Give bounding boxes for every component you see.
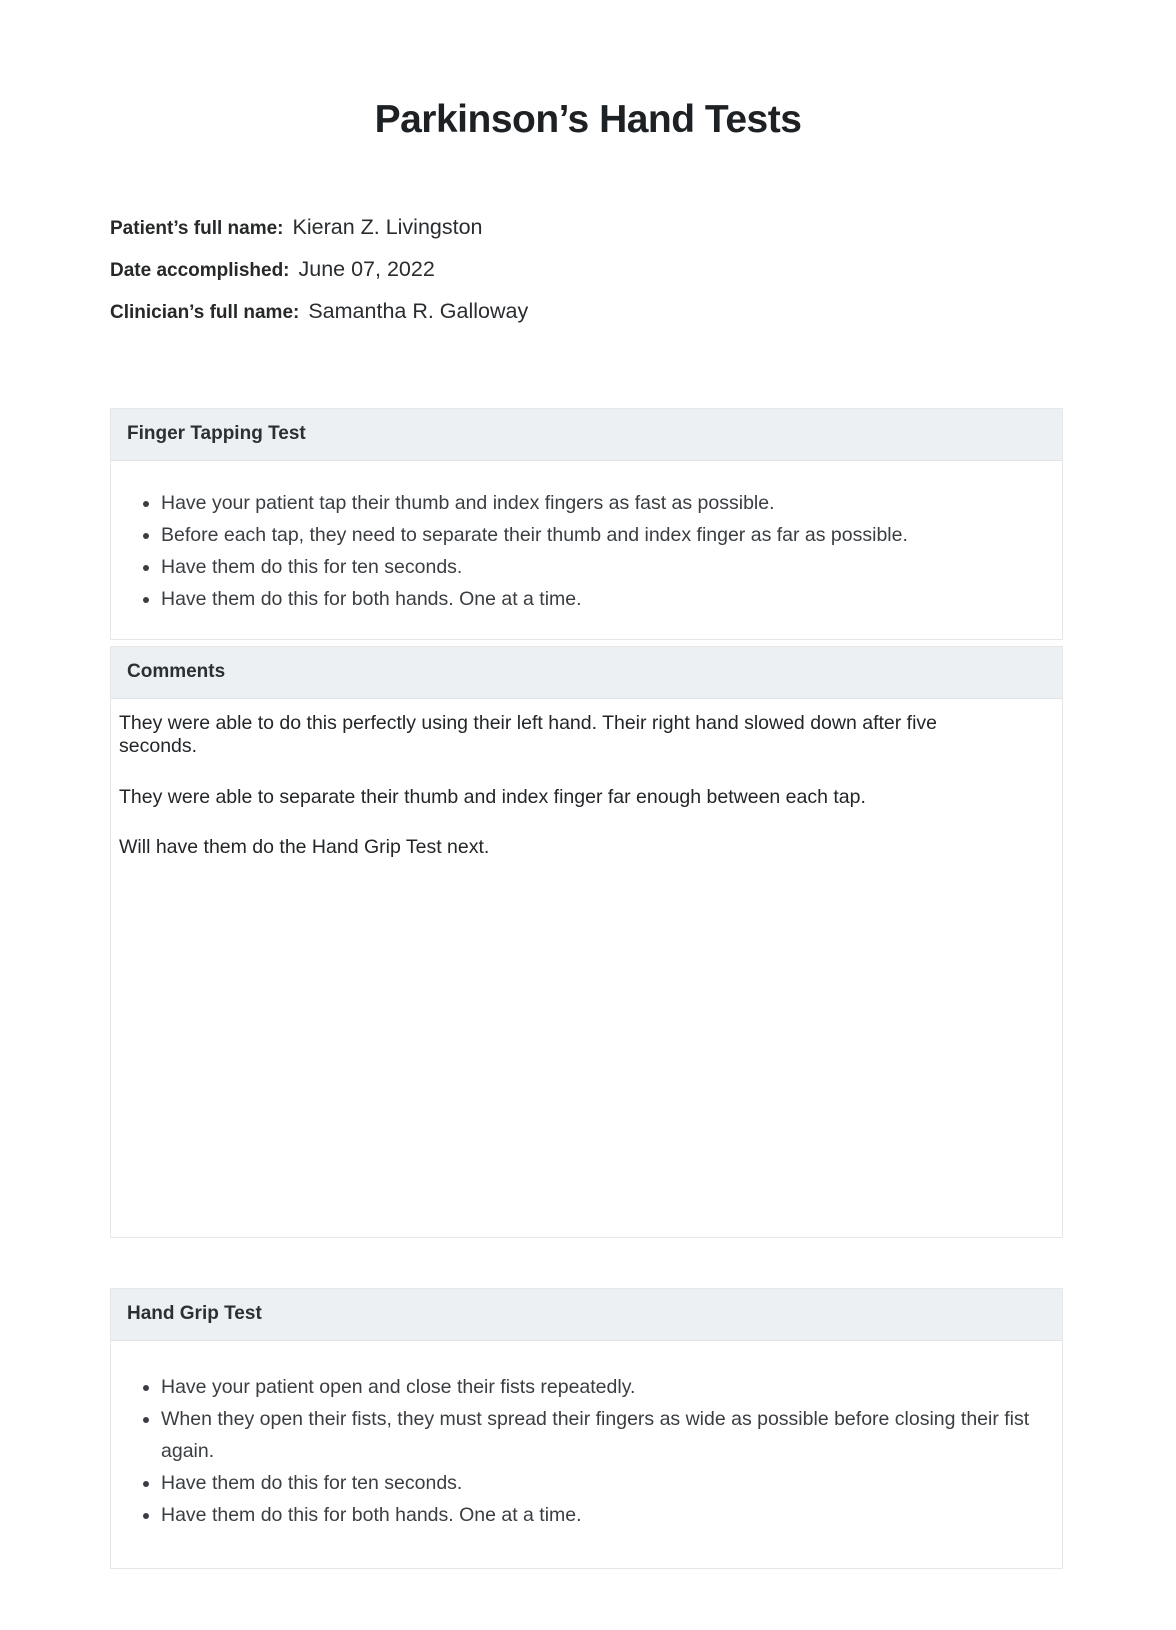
instruction-item: • Have them do this for both hands. One at a time. [161,583,1042,615]
date-accomplished-value[interactable]: June 07, 2022 [298,256,435,281]
comments-section-header [111,647,1062,699]
comment-paragraph: They were able to separate their thumb and index finger far enough between each tap. [119,785,866,808]
finger-tapping-section-title: Finger Tapping Test [127,422,306,444]
finger-tapping-section [110,408,1063,640]
instruction-item: • Have your patient open and close their fists repeatedly. [161,1371,1042,1403]
comments-textarea[interactable] [111,699,1062,1237]
instruction-item: • Have them do this for ten seconds. [161,1467,1042,1499]
clinician-name-value[interactable]: Samantha R. Galloway [308,298,529,323]
instruction-item: • Before each tap, they need to separate their thumb and index finger as far as possible. [161,519,1042,551]
instruction-item: • Have them do this for ten seconds. [161,551,1042,583]
hand-grip-section-body [111,1341,1062,1568]
info-row-date-accomplished [110,257,1063,282]
date-accomplished-label: Date accomplished: [110,259,290,281]
patient-name-label: Patient’s full name: [110,217,284,239]
comments-section [110,646,1063,1238]
instruction-item: • Have your patient tap their thumb and index fingers as fast as possible. [161,487,1042,519]
hand-grip-section-title: Hand Grip Test [127,1303,262,1324]
comments-section-title: Comments [127,661,226,683]
hand-grip-section-header [111,1289,1062,1341]
info-row-clinician-name [110,299,1063,324]
instruction-item: • Have them do this for both hands. One at a time. [161,1499,1042,1531]
page-title: Parkinson’s Hand Tests [374,98,802,141]
hand-grip-section [110,1288,1063,1569]
patient-name-value[interactable]: Kieran Z. Livingston [292,214,483,239]
finger-tapping-instruction-list [131,487,1042,616]
clinician-name-label: Clinician’s full name: [110,301,300,323]
finger-tapping-section-body [111,461,1062,640]
hand-grip-instruction-list [131,1371,1042,1532]
info-row-patient-name [110,215,1063,240]
patient-info-block [110,215,1063,324]
instruction-item: • When they open their fists, they must spread their fingers as wide as possible before closing their fist again. [161,1403,1042,1467]
comment-paragraph: They were able to do this perfectly using their left hand. Their right hand slowed down after five seconds. [119,712,938,758]
finger-tapping-section-header [111,409,1062,461]
comment-paragraph: Will have them do the Hand Grip Test next. [119,836,490,859]
